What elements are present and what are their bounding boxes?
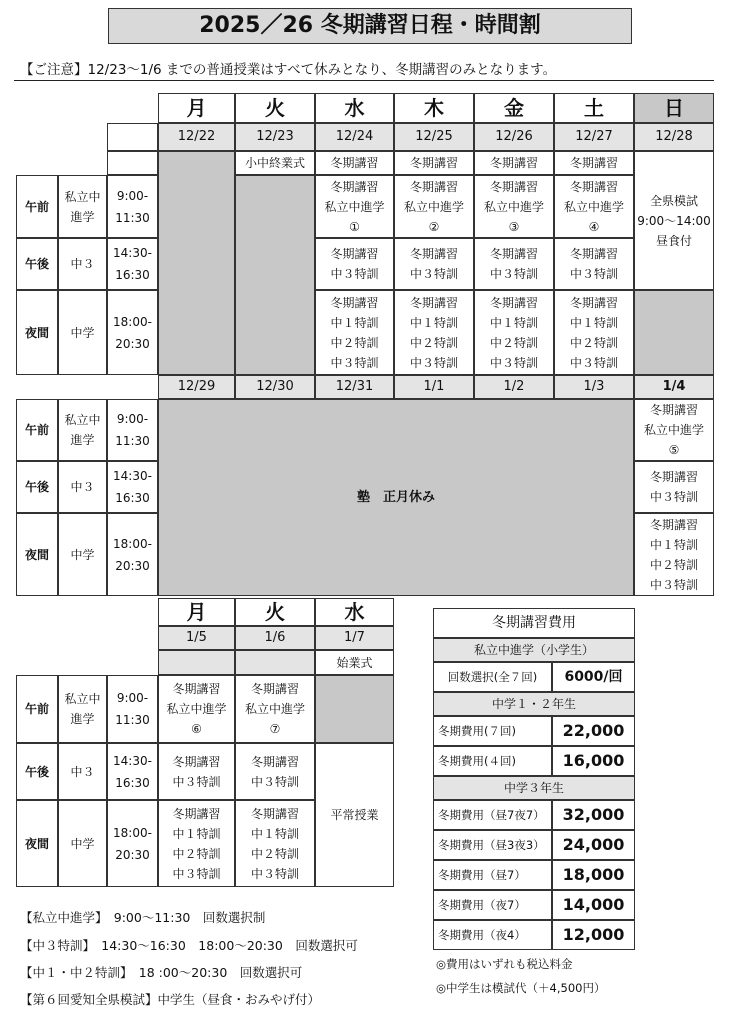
w1-am-5-line: ④ — [588, 219, 600, 234]
fee-sec3-value — [552, 830, 635, 860]
group3-ev-line: 中学 — [70, 836, 95, 851]
w1-ev-5-line: 冬期講習 — [569, 295, 618, 310]
period3-pm-line: 午後 — [24, 764, 49, 779]
w1-am-5 — [554, 175, 634, 238]
date-w1-3-line: 12/25 — [415, 129, 453, 144]
date-w1-5-line: 12/27 — [575, 129, 613, 144]
w3-am-1-line: ⑦ — [269, 722, 281, 736]
w1-am-2-line: 冬期講習 — [330, 179, 379, 194]
group3-am-line: 私立中進学 — [64, 692, 101, 726]
w1-pm-4-line: 中３特訓 — [489, 267, 538, 281]
w1-ev-2-line: 中２特訓 — [330, 335, 379, 350]
w2-sun-am-line: 冬期講習 — [649, 403, 698, 417]
date-w1-1-line: 12/23 — [256, 129, 294, 144]
w3-am-0-line: 私立中進学 — [166, 702, 227, 716]
fee-sec3-value — [552, 890, 635, 920]
fee-sec1-label-text: 回数選択(全７回) — [447, 670, 538, 684]
w1-ev-2-line: 冬期講習 — [330, 295, 379, 310]
w2-sun-pm-line: 冬期講習 — [649, 470, 698, 484]
time-text: 14:30-16:30 — [113, 246, 152, 282]
date-w2-0-line: 12/29 — [177, 379, 216, 394]
day3-header-1 — [235, 598, 315, 626]
date-w3-1-line: 1/6 — [264, 630, 286, 645]
date-w1-2-line: 12/24 — [335, 129, 374, 144]
fee-sec2-label-text: 冬期費用(７回) — [438, 724, 516, 738]
sunday-exam-line: 9:00～14:00 — [637, 213, 711, 228]
w3-am-1-line: 私立中進学 — [244, 702, 305, 716]
time-text: 18:00-20:30 — [113, 314, 152, 351]
period-pm — [16, 238, 58, 290]
w1-pm-3-line: 中３特訓 — [409, 267, 458, 281]
time-text: 9:00-11:30 — [115, 412, 150, 448]
period2-ev-line: 夜間 — [24, 547, 49, 562]
group3-pm — [58, 743, 107, 800]
group2-am — [58, 399, 107, 461]
w1-ev-4 — [474, 290, 554, 375]
regular-classes-line: 平常授業 — [330, 808, 379, 822]
fee-sec3 — [433, 776, 635, 800]
date-w1-0-line: 12/22 — [177, 129, 216, 144]
w1-pm-5-line: 冬期講習 — [569, 247, 618, 261]
time-text: 18:00-20:30 — [113, 536, 152, 573]
day-header-1-line: 火 — [265, 96, 285, 120]
w3-ev-1-line: 中２特訓 — [250, 846, 299, 861]
date-w1-6 — [634, 123, 714, 151]
date-w2-2-line: 12/31 — [335, 379, 374, 394]
w3-pm-1-line: 中３特訓 — [250, 774, 299, 789]
fee-title-text: 冬期講習費用 — [492, 615, 576, 631]
w1-am-4 — [474, 175, 554, 238]
w1-am-4-line: 冬期講習 — [489, 179, 538, 194]
period2-pm — [16, 461, 58, 513]
sunday-evening-closed — [634, 290, 714, 375]
date-w3-1 — [235, 626, 315, 650]
note-exam: 【第６回愛知全県模試】中学生（昼食・おみやげ付） — [20, 992, 321, 1007]
period2-am — [16, 399, 58, 461]
date-w1-0 — [158, 123, 235, 151]
w3-ev-0 — [158, 800, 235, 887]
fee-sec3-text: 中学３年生 — [503, 781, 564, 795]
opening-ceremony-line: 始業式 — [336, 655, 373, 670]
sunday-exam — [634, 151, 714, 290]
w3-ev-1 — [235, 800, 315, 887]
date-w1-6-line: 12/28 — [655, 129, 693, 144]
w1-pm-4 — [474, 238, 554, 290]
fee-sec2-value — [552, 716, 635, 746]
day-header-3 — [394, 93, 474, 123]
fee-sec2-value-text: 22,000 — [562, 721, 625, 740]
w1-header-3-line: 冬期講習 — [409, 156, 458, 170]
date-w2-3-line: 1/1 — [423, 379, 445, 394]
fee-sec3-label — [433, 920, 552, 950]
date-w2-6-line: 1/4 — [662, 379, 686, 394]
w3-pm-0-line: 中３特訓 — [172, 774, 221, 789]
date-w1-5 — [554, 123, 634, 151]
group3-am — [58, 675, 107, 743]
note-grade3: 【中３特訓】 14:30～16:30 18:00～20:30 回数選択可 — [20, 938, 358, 953]
time-text: 14:30-16:30 — [113, 469, 152, 505]
fee-sec3-label-text: 冬期費用（昼3夜3） — [438, 838, 545, 852]
fee-sec1 — [433, 638, 635, 662]
w1-ev-4-line: 中１特訓 — [489, 315, 538, 330]
page-title: 2025／26 冬期講習日程・時間割 — [108, 8, 632, 44]
w3-am-1-line: 冬期講習 — [250, 682, 299, 696]
date-w2-6 — [634, 375, 714, 399]
w1-header-4-line: 冬期講習 — [489, 156, 538, 170]
fee-sec2-value-text: 16,000 — [562, 751, 625, 770]
w1-ev-3-line: 中１特訓 — [409, 315, 458, 330]
w1-ev-3 — [394, 290, 474, 375]
w1-ev-2-line: 中１特訓 — [330, 315, 379, 330]
new-year-holiday-line: 塾 正月休み — [356, 489, 435, 505]
w1-ev-5-line: 中１特訓 — [569, 315, 618, 330]
period2-ev — [16, 513, 58, 596]
blank-corner-2 — [107, 151, 158, 175]
monday-closed-w1 — [158, 151, 235, 375]
w1-header-4 — [474, 151, 554, 175]
period-ev — [16, 290, 58, 375]
fee-sec1-value-text: 6000/回 — [564, 669, 623, 685]
fee-sec3-value-text: 32,000 — [562, 805, 625, 824]
sunday-exam-line: 全県模試 — [649, 193, 698, 208]
time2-pm — [107, 461, 158, 513]
w2-sun-ev — [634, 513, 714, 596]
w3-pm-1-line: 冬期講習 — [250, 754, 299, 769]
date-w1-3 — [394, 123, 474, 151]
w3-blank-1 — [235, 650, 315, 675]
w2-sun-ev-line: 冬期講習 — [649, 517, 698, 532]
fee-sec3-label-text: 冬期費用（昼7） — [438, 868, 526, 882]
fee-sec1-label — [433, 662, 552, 692]
w3-am-0 — [158, 675, 235, 743]
period3-ev — [16, 800, 58, 887]
blank-corner — [107, 123, 158, 151]
fee-sec3-label-text: 冬期費用（夜7） — [438, 898, 526, 912]
group3-pm-line: 中３ — [70, 764, 95, 779]
group2-ev — [58, 513, 107, 596]
w2-sun-ev-line: 中２特訓 — [649, 557, 698, 572]
period-am-line: 午前 — [24, 199, 49, 214]
w1-am-2-line: 私立中進学 — [324, 199, 385, 214]
w1-header-3 — [394, 151, 474, 175]
w1-am-3-line: 冬期講習 — [409, 179, 458, 194]
w1-ev-3-line: 中２特訓 — [409, 335, 458, 350]
note-grade12: 【中１・中２特訓】 18 :00～20:30 回数選択可 — [20, 965, 303, 980]
sunday-exam-line: 昼食付 — [655, 233, 692, 248]
w3-am-0-line: ⑥ — [191, 722, 202, 736]
period3-pm — [16, 743, 58, 800]
time-text: 9:00-11:30 — [115, 691, 150, 727]
date-w2-5 — [554, 375, 634, 399]
w3-ev-0-line: 中２特訓 — [172, 846, 221, 861]
day-header-6 — [634, 93, 714, 123]
group-am — [58, 175, 107, 238]
fee-sec3-value — [552, 800, 635, 830]
w1-am-2-line: ① — [349, 219, 360, 234]
period3-am-line: 午前 — [24, 702, 49, 716]
w3-am-0-line: 冬期講習 — [172, 682, 221, 696]
fee-note-tax: ◎費用はいずれも税込料金 — [436, 957, 573, 971]
fee-sec2 — [433, 692, 635, 716]
w3-pm-0 — [158, 743, 235, 800]
period-am — [16, 175, 58, 238]
w3-ev-0-line: 中３特訓 — [172, 866, 221, 881]
time3-am — [107, 675, 158, 743]
w2-sun-pm — [634, 461, 714, 513]
day-header-4 — [474, 93, 554, 123]
opening-ceremony — [315, 650, 394, 675]
w1-header-2-line: 冬期講習 — [330, 156, 379, 170]
w1-header-5-line: 冬期講習 — [569, 156, 618, 170]
w1-am-4-line: ③ — [508, 219, 520, 234]
day3-header-0 — [158, 598, 235, 626]
date-w1-1 — [235, 123, 315, 151]
date-w2-1-line: 12/30 — [256, 379, 294, 394]
w3-pm-1 — [235, 743, 315, 800]
w1-am-5-line: 私立中進学 — [563, 199, 624, 214]
date-w1-4-line: 12/26 — [495, 129, 533, 144]
date-w2-1 — [235, 375, 315, 399]
date-w3-0 — [158, 626, 235, 650]
fee-sec3-label — [433, 860, 552, 890]
time3-pm — [107, 743, 158, 800]
w3-ev-1-line: 中３特訓 — [250, 866, 299, 881]
period3-ev-line: 夜間 — [24, 836, 49, 851]
fee-note-exam: ◎中学生は模試代（＋4,500円） — [436, 981, 606, 995]
fee-title — [433, 608, 635, 638]
fee-sec3-label — [433, 830, 552, 860]
day-header-5 — [554, 93, 634, 123]
date-w1-2 — [315, 123, 394, 151]
day3-header-1-line: 火 — [265, 600, 285, 624]
w1-am-2 — [315, 175, 394, 238]
fee-sec3-label — [433, 890, 552, 920]
w1-am-3 — [394, 175, 474, 238]
w1-pm-2 — [315, 238, 394, 290]
fee-sec2-text: 中学１・２年生 — [491, 697, 576, 711]
w1-ev-4-line: 中３特訓 — [489, 355, 538, 370]
fee-sec1-value — [552, 662, 635, 692]
w3-ev-1-line: 中１特訓 — [250, 826, 299, 841]
w1-ev-3-line: 中３特訓 — [409, 355, 458, 370]
w1-pm-3 — [394, 238, 474, 290]
w1-ev-2 — [315, 290, 394, 375]
w1-pm-2-line: 中３特訓 — [330, 267, 379, 281]
day-header-1 — [235, 93, 315, 123]
time-am — [107, 175, 158, 238]
date-w2-4-line: 1/2 — [503, 379, 525, 394]
time-text: 18:00-20:30 — [113, 825, 152, 862]
closing-ceremony — [235, 151, 315, 175]
day-header-0-line: 月 — [186, 96, 207, 120]
w1-ev-3-line: 冬期講習 — [409, 295, 458, 310]
day-header-2-line: 水 — [344, 96, 365, 120]
group2-pm — [58, 461, 107, 513]
group2-pm-line: 中３ — [70, 480, 95, 494]
w1-ev-4-line: 冬期講習 — [489, 295, 538, 310]
w1-am-5-line: 冬期講習 — [569, 179, 618, 194]
fee-sec3-value-text: 14,000 — [562, 895, 625, 914]
date-w3-0-line: 1/5 — [186, 630, 207, 645]
fee-sec3-value — [552, 920, 635, 950]
w1-pm-4-line: 冬期講習 — [489, 247, 538, 261]
wednesday-am-closed — [315, 675, 394, 743]
w1-am-3-line: ② — [428, 219, 440, 234]
closing-ceremony-line: 小中終業式 — [244, 156, 305, 170]
group-ev — [58, 290, 107, 375]
date-w2-2 — [315, 375, 394, 399]
time2-ev — [107, 513, 158, 596]
group-am-line: 私立中進学 — [64, 189, 101, 224]
fee-sec3-value-text: 18,000 — [562, 865, 625, 884]
w3-blank-0 — [158, 650, 235, 675]
fee-sec2-label — [433, 716, 552, 746]
time-text: 9:00-11:30 — [115, 188, 150, 225]
group-pm — [58, 238, 107, 290]
fee-sec3-value — [552, 860, 635, 890]
w1-ev-2-line: 中３特訓 — [330, 355, 379, 370]
period-ev-line: 夜間 — [24, 325, 49, 340]
fee-sec2-label-text: 冬期費用(４回) — [438, 754, 516, 768]
w3-pm-0-line: 冬期講習 — [172, 754, 221, 769]
regular-classes — [315, 743, 394, 887]
w1-ev-4-line: 中２特訓 — [489, 335, 538, 350]
fee-sec3-label — [433, 800, 552, 830]
date-w2-3 — [394, 375, 474, 399]
w2-sun-am — [634, 399, 714, 461]
tuesday-closed-w1 — [235, 175, 315, 375]
fee-sec1-text: 私立中進学（小学生） — [473, 643, 594, 657]
date-w2-5-line: 1/3 — [583, 379, 605, 394]
day3-header-0-line: 月 — [186, 600, 207, 624]
fee-sec3-value-text: 24,000 — [562, 835, 625, 854]
date-w1-4 — [474, 123, 554, 151]
w3-ev-1-line: 冬期講習 — [250, 806, 299, 821]
day-header-6-line: 日 — [664, 96, 684, 120]
day-header-4-line: 金 — [504, 96, 524, 120]
group-ev-line: 中学 — [70, 325, 95, 340]
time-text: 14:30-16:30 — [113, 753, 152, 790]
w1-pm-5 — [554, 238, 634, 290]
period2-am-line: 午前 — [24, 423, 49, 437]
fee-sec2-label — [433, 746, 552, 776]
notice-text: 【ご注意】12/23～1/6 までの普通授業はすべて休みとなり、冬期講習のみとなります。 — [20, 62, 557, 78]
period2-pm-line: 午後 — [24, 480, 49, 494]
time2-am — [107, 399, 158, 461]
group2-ev-line: 中学 — [70, 547, 95, 562]
w1-pm-2-line: 冬期講習 — [330, 247, 379, 261]
day-header-3-line: 木 — [424, 96, 444, 120]
w1-header-5 — [554, 151, 634, 175]
w2-sun-ev-line: 中１特訓 — [649, 537, 698, 552]
time3-ev — [107, 800, 158, 887]
fee-sec3-label-text: 冬期費用（夜4） — [438, 928, 526, 942]
period3-am — [16, 675, 58, 743]
period-pm-line: 午後 — [24, 257, 49, 271]
w2-sun-ev-line: 中３特訓 — [649, 577, 698, 592]
w2-sun-am-line: 私立中進学 — [643, 423, 704, 437]
w1-ev-5-line: 中２特訓 — [569, 335, 618, 350]
time-ev — [107, 290, 158, 375]
group-pm-line: 中３ — [70, 257, 95, 271]
new-year-holiday — [158, 399, 634, 596]
fee-sec3-label-text: 冬期費用（昼7夜7） — [438, 808, 545, 822]
w2-sun-pm-line: 中３特訓 — [649, 490, 698, 504]
date-w2-4 — [474, 375, 554, 399]
fee-sec3-value-text: 12,000 — [562, 925, 625, 944]
day-header-0 — [158, 93, 235, 123]
w1-ev-5 — [554, 290, 634, 375]
group2-am-line: 私立中進学 — [64, 413, 101, 447]
date-w3-2-line: 1/7 — [344, 630, 365, 645]
time-pm — [107, 238, 158, 290]
w1-am-3-line: 私立中進学 — [403, 199, 464, 214]
w3-ev-0-line: 冬期講習 — [172, 806, 221, 821]
w3-ev-0-line: 中１特訓 — [172, 826, 221, 841]
w1-pm-5-line: 中３特訓 — [569, 267, 618, 281]
w2-sun-am-line: ⑤ — [668, 443, 680, 457]
day3-header-2 — [315, 598, 394, 626]
w1-am-4-line: 私立中進学 — [483, 199, 544, 214]
day3-header-2-line: 水 — [344, 600, 365, 624]
date-w2-0 — [158, 375, 235, 399]
note-private: 【私立中進学】 9:00～11:30 回数選択制 — [20, 910, 266, 925]
divider — [14, 80, 714, 81]
fee-sec2-value — [552, 746, 635, 776]
w1-pm-3-line: 冬期講習 — [409, 247, 458, 261]
date-w3-2 — [315, 626, 394, 650]
w1-ev-5-line: 中３特訓 — [569, 355, 618, 370]
w1-header-2 — [315, 151, 394, 175]
day-header-5-line: 土 — [584, 96, 604, 120]
day-header-2 — [315, 93, 394, 123]
group3-ev — [58, 800, 107, 887]
w3-am-1 — [235, 675, 315, 743]
